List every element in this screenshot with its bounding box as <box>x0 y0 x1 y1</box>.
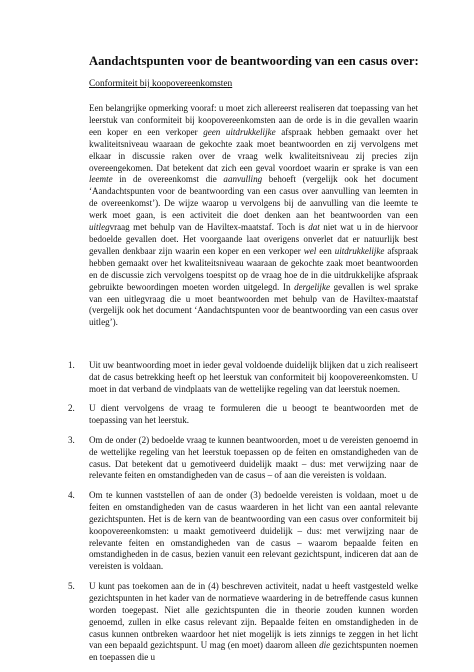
aandachtspunten-list <box>68 360 418 672</box>
text-run: behoeft (vergelijk ook het document ‘Aandachtspunten voor de beantwoording van een casus over aanvulling van leemten in de overeenkomst’). De wijze waarop u vervolgens bij de aanvulling van die leemte te werk moet gaan, is een activiteit die doet denken aan het beantwoorden van een <box>89 174 418 221</box>
list-item-number: 3. <box>68 434 75 445</box>
text-run: Om te kunnen vaststellen of aan de onder (3) bedoelde vereisten is voldaan, moet u de feiten en omstandigheden van de casus waarderen in het licht van een aantal relevante gezichtspunten. Het is de kern van de beantwoording van een casus over conformiteit bij koopovereenkomsten: u maakt gemotiveerd duidelijk – dus: met verwijzing naar de relevante feiten en omstandigheden van de casus – waarom bepaalde feiten en omstandigheden in de casus, bezien vanuit een relevant gezichtspunt, indiceren dat aan de vereisten is voldaan. <box>89 489 418 572</box>
emphasized-text: aanvulling <box>223 174 263 185</box>
text-run: U kunt pas toekomen aan de in (4) beschreven activiteit, nadat u heeft vastgesteld welke gezichtspunten in het kader van de normatieve waardering in de betreffende casus kunnen worden toegepast. Niet alle gezichtspunten die in theorie zouden kunnen worden genoemd, zullen in elke casus relevant zijn. Bepaalde feiten en omstandigheden in de casus kunnen ontbreken waardoor het niet mogelijk is iets zinnigs te zeggen in het licht van een bepaald gezichtspunt. U mag (en moet) daarom alleen <box>89 580 418 651</box>
text-run: Uit uw beantwoording moet in ieder geval voldoende duidelijk blijken dat u zich realiseert dat de casus betrekking heeft op het leerstuk van conformiteit bij koopovereenkomsten. U moet in dat verband de vindplaats van de wettelijke regeling van dat leerstuk noemen. <box>89 360 418 394</box>
list-item <box>68 581 418 664</box>
list-item <box>68 403 418 427</box>
intro-paragraph <box>89 103 418 329</box>
emphasized-text: dat <box>308 222 320 233</box>
text-run: Een belangrijke opmerking vooraf: u moet zich allereerst realiseren dat toepassing van het leerstuk van conformiteit bij koopovereenkomsten aan de orde is in die gevallen waarin een koper en een verkoper <box>89 103 418 137</box>
emphasized-text: uitdrukkelijke <box>334 245 385 256</box>
document-title: Aandachtspunten voor de beantwoording van een casus over: <box>89 54 419 68</box>
text-run: gezichtspunten noemen en toepassen die u <box>89 640 418 663</box>
list-item-number: 1. <box>68 360 75 370</box>
emphasized-text: die <box>319 640 331 651</box>
text-run: afspraak hebben gemaakt over het kwaliteitsniveau waaraan de gekochte zaak moet beantwoorden en de discussie zich vervolgens toespitst op de vraag hoe de in die uitdrukkelijke afspraak gebruikte bewoordingen moeten worden uitgelegd. In <box>89 245 419 292</box>
text-run: vraag met behulp van de Haviltex-maatstaf. Toch is <box>109 222 309 233</box>
text-run: gevallen is wel sprake van een uitlegvraag die u moet beantwoorden met behulp van de Haviltex-maatstaf (vergelijk ook het document ‘Aandachtspunten voor de beantwoording van een casus over uitleg’). <box>89 281 418 328</box>
emphasized-text: dergelijke <box>294 281 330 292</box>
list-item-number: 4. <box>68 489 75 500</box>
text-run: een <box>316 245 335 256</box>
text-run: U dient vervolgens de vraag te formuleren die u beoogt te beantwoorden met de toepassing van het leerstuk. <box>89 403 418 426</box>
list-item-text <box>89 435 418 481</box>
emphasized-text: leemte <box>89 174 113 185</box>
list-item-text <box>89 490 418 571</box>
emphasized-text: uitleg <box>89 222 110 233</box>
text-run: Om de onder (2) bedoelde vraag te kunnen beantwoorden, moet u de vereisten genoemd in de wettelijke regeling van het leerstuk toepassen op de feiten en omstandigheden van de casus. Dat betekent dat u gemotiveerd duidelijk maakt – dus: met verwijzing naar de relevante feiten en omstandigheden van de casus – of aan die vereisten is voldaan. <box>89 434 418 481</box>
list-item <box>68 360 418 396</box>
document-subtitle: Conformiteit bij koopovereenkomsten <box>89 79 233 89</box>
list-item-text <box>89 403 418 425</box>
text-run: niet wat u in de hiervoor bedoelde gevallen doet. Het voorgaande laat overigens onverlet dat er natuurlijk best gevallen denkbaar zijn waarin een koper en een verkoper <box>89 222 418 256</box>
list-item-text <box>89 360 418 394</box>
text-run: in de overeenkomst die <box>112 174 224 185</box>
list-item <box>68 435 418 483</box>
list-item-text <box>89 581 418 662</box>
text-run: afspraak hebben gemaakt over het kwaliteitsniveau waaraan de gekochte zaak moet beantwoorden en zij vervolgens met elkaar in discussie raken over de vraag welk kwaliteitsniveau zij precies zijn overeengekomen. Dat betekent dat zich een geval voordoet waarin er sprake is van een <box>89 126 418 173</box>
list-item-number: 2. <box>68 403 75 414</box>
emphasized-text: wel <box>303 245 317 256</box>
list-item <box>68 490 418 573</box>
list-item-number: 5. <box>68 580 75 591</box>
emphasized-text: geen uitdrukkelijke <box>203 126 276 137</box>
